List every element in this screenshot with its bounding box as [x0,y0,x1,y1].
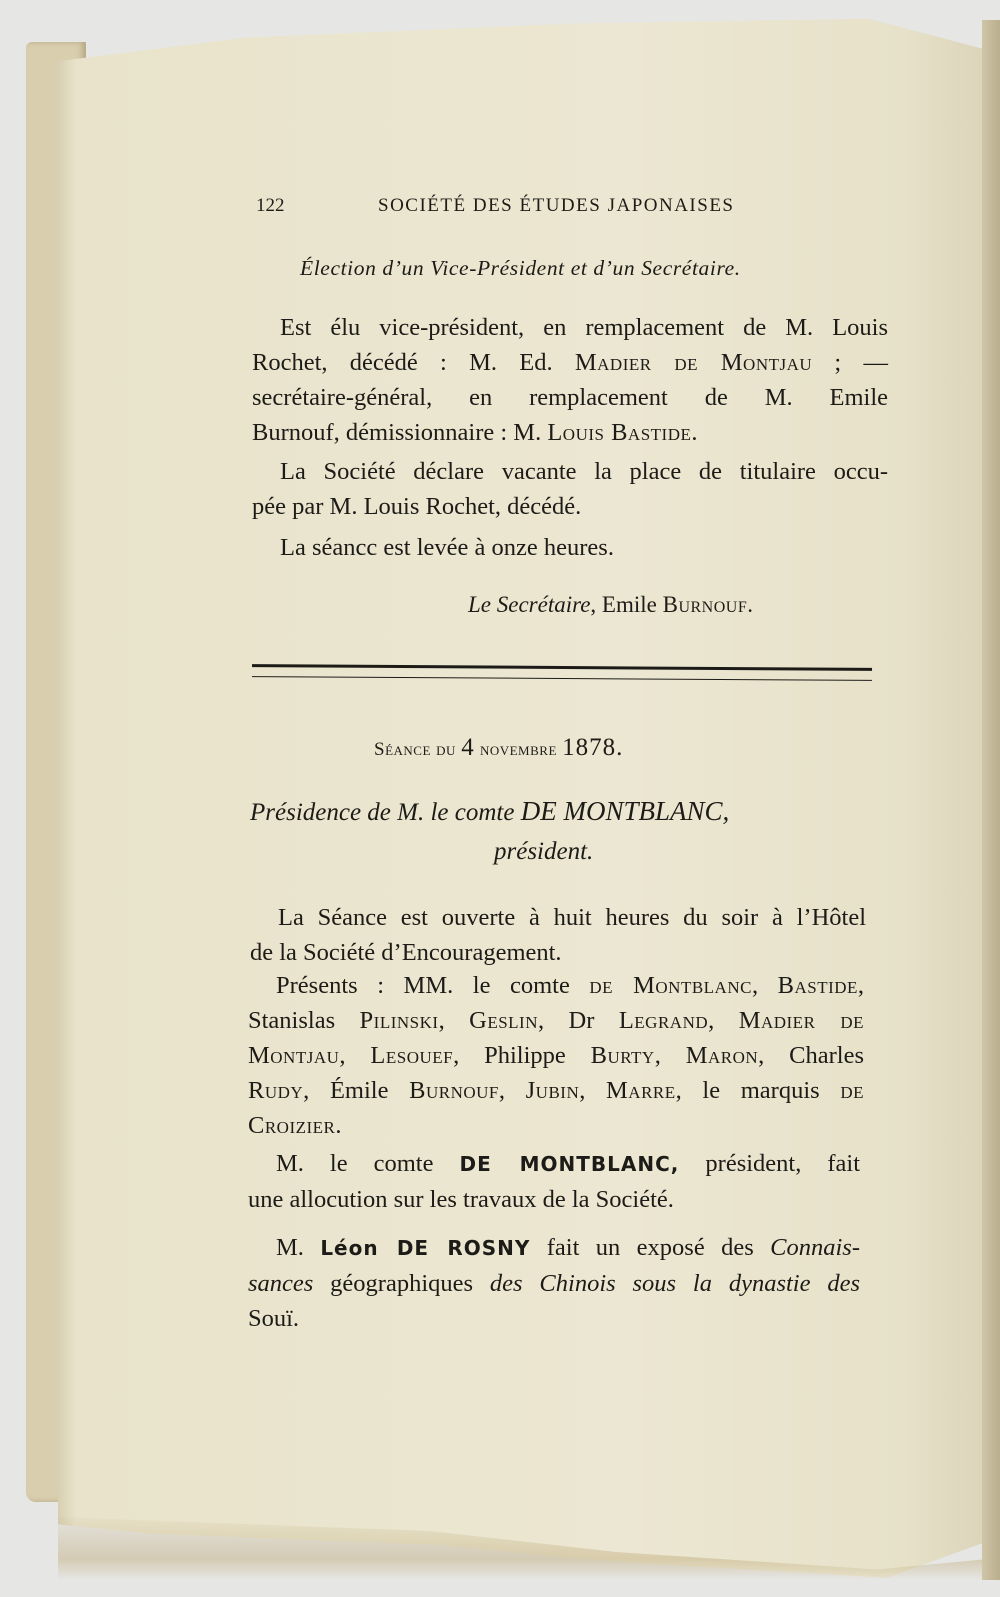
presidency-line: Présidence de M. le comte DE MONTBLANC, [250,796,730,826]
running-title: SOCIÉTÉ DES ÉTUDES JAPONAISES [378,195,735,216]
paragraph-allocution [248,1146,860,1217]
page-number: 122 [256,195,285,216]
text-line: Burnouf, démissionnaire : M. Louis Bastide. [252,419,698,446]
paragraph-expose [248,1230,860,1336]
section-heading-election: Élection d’un Vice-Président et d’un Secrétaire. [300,256,741,280]
name-bastide: Louis Bastide [547,419,692,446]
text-line: Présents : MM. le comte de Montblanc, Bastide, [276,972,865,999]
signature-name: Burnouf [662,592,748,617]
facing-page-edge [982,20,1000,1580]
text-line: secrétaire-général, en remplacement de M. Emile [252,384,888,411]
text-line: Stanislas Pilinski, Geslin, Dr Legrand, Madier de [248,1007,865,1034]
text-line: Est élu vice-président, en remplacement de M. Louis [280,314,888,341]
signature-role: Le Secrétaire [468,592,591,617]
name-madier: Madier de Montjau [574,349,813,376]
text-line: Croizier. [248,1112,342,1139]
text-line: La Société déclare vacante la place de titulaire occu- [280,458,888,485]
text-line: de la Société d’Encouragement. [250,939,562,966]
text-line: Souï. [248,1305,300,1332]
name-montblanc: DE MONTBLANC, [520,796,730,826]
paragraph-vacancy [252,454,888,524]
paragraph-adjourn [252,530,888,565]
paragraph-attendees [248,968,864,1143]
paragraph-opening [250,900,866,970]
presidency-title: président. [494,838,594,865]
text-line: Rudy, Émile Burnouf, Jubin, Marre, le marquis de [248,1077,864,1104]
text-line: une allocution sur les travaux de la Société. [248,1186,674,1213]
text-line: M. Léon DE ROSNY fait un exposé des Connais- [276,1234,860,1261]
text-line: Montjau, Lesouef, Philippe Burty, Maron, Charles [248,1042,864,1069]
text-line: Rochet, décédé : M. Ed. Madier de Montjau ; — [252,349,888,376]
text-line: pée par M. Louis Rochet, décédé. [252,493,582,520]
paragraph-election [252,310,888,450]
text-line: La Séance est ouverte à huit heures du soir à l’Hôtel [278,904,866,931]
text-line: M. le comte DE MONTBLANC, président, fait [276,1150,860,1177]
text-line: La séancc est levée à onze heures. [280,534,614,561]
name-rosny-bold: Léon DE ROSNY [320,1236,531,1260]
text-line: sances géographiques des Chinois sous la dynastie des [248,1270,860,1297]
session-date-heading: Séance du 4 novembre 1878. [374,734,624,761]
name-montblanc-bold: DE MONTBLANC, [459,1152,680,1176]
signature: Le Secrétaire, Emile Burnouf. [468,592,753,617]
